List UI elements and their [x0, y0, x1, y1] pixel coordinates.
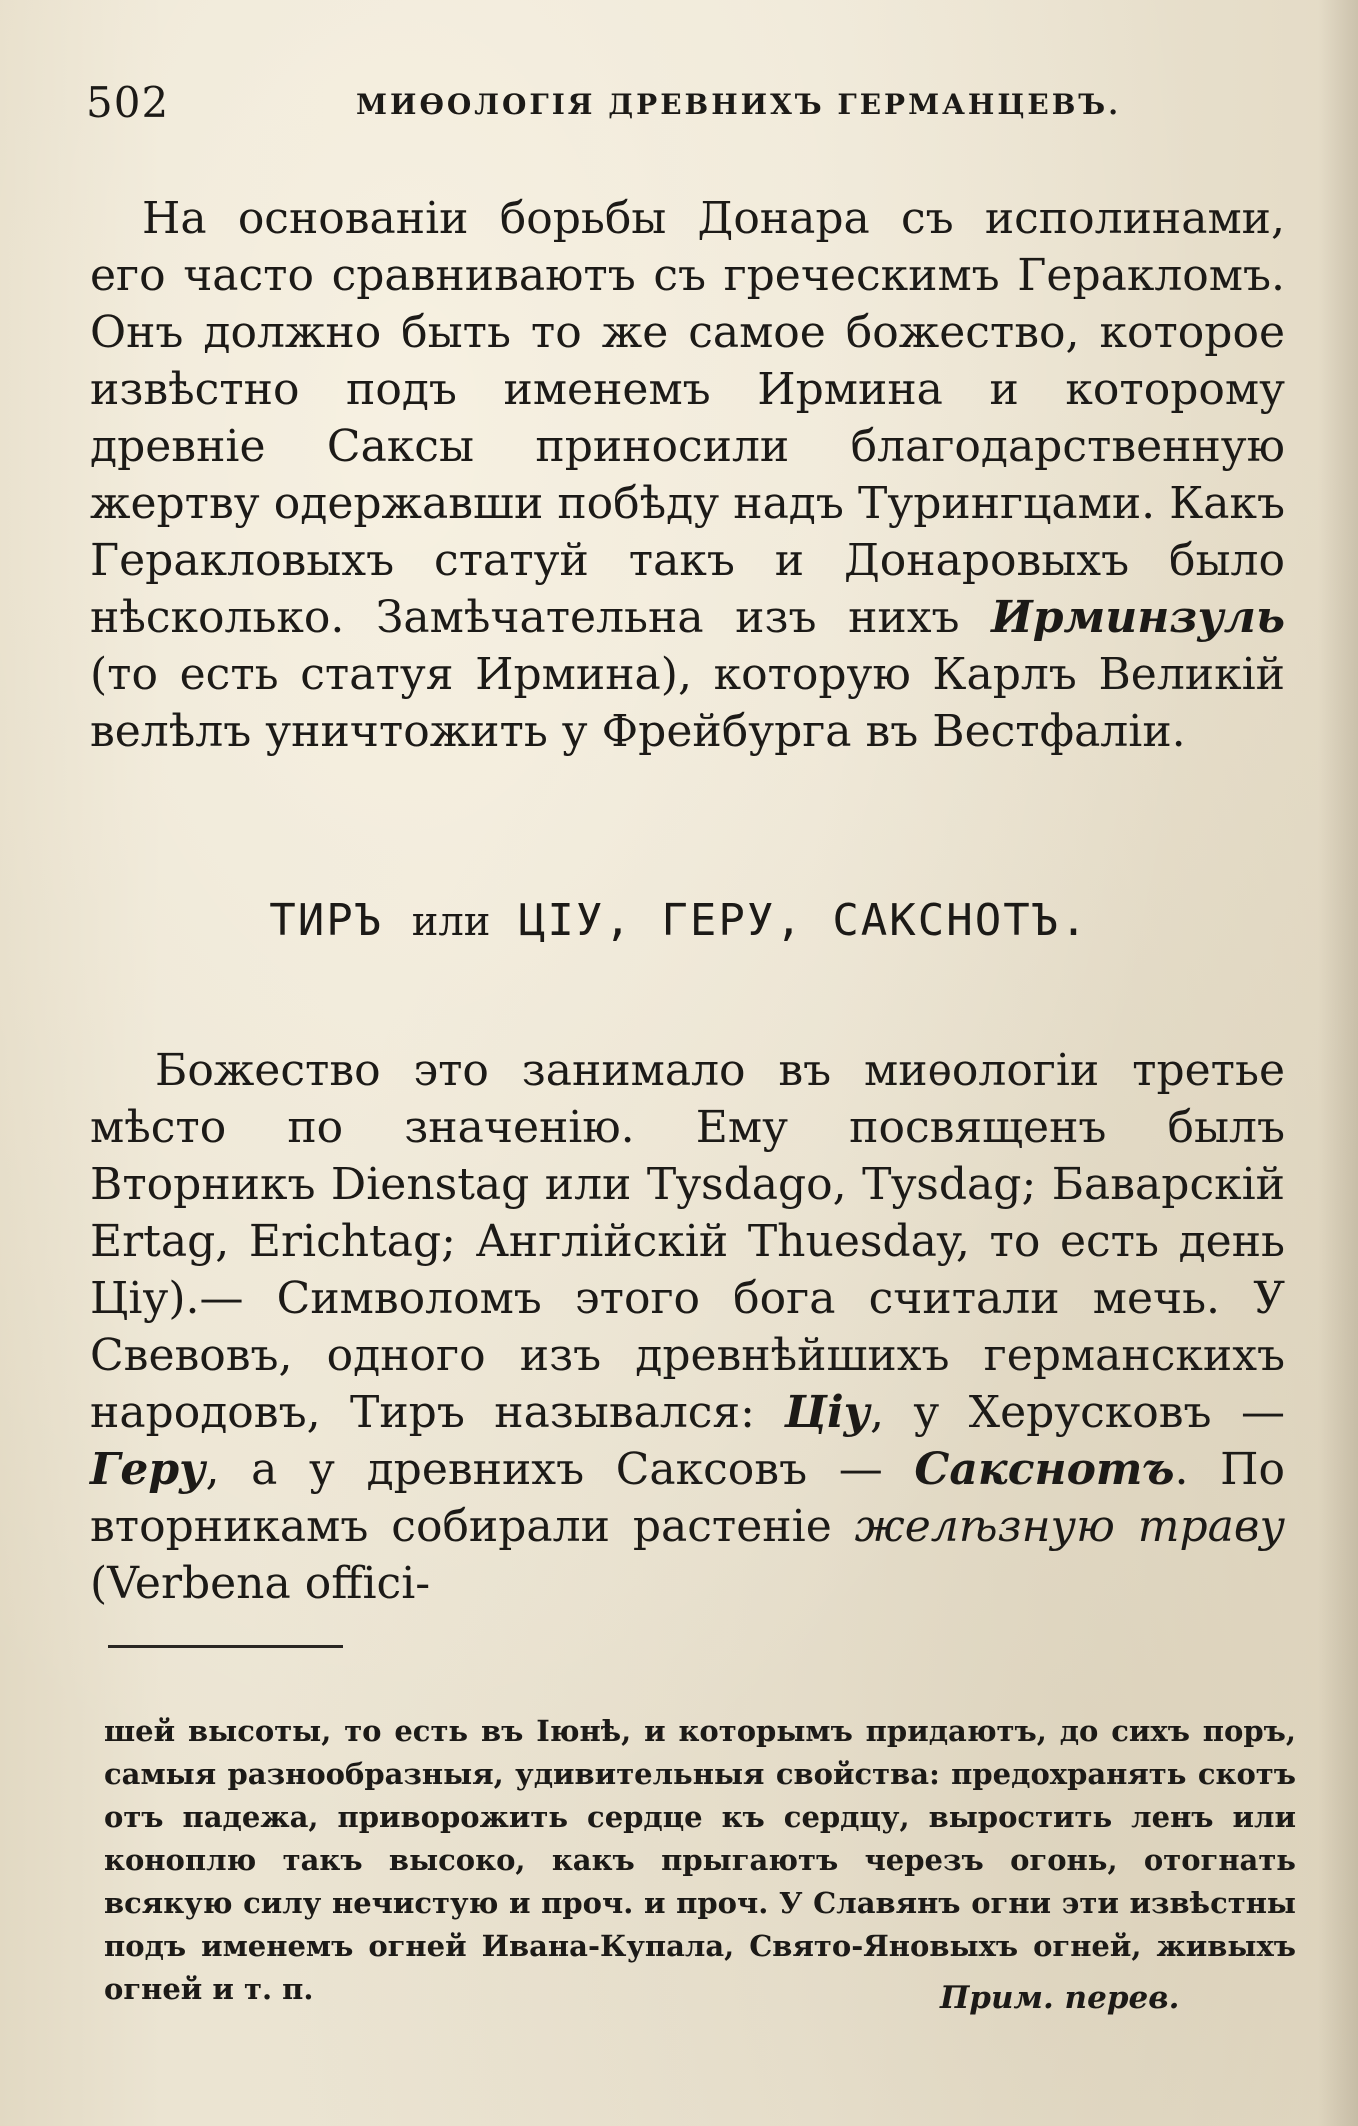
paragraph-text: (то есть статуя Ирмина), которую Карлъ Великій велѣлъ уничтожить у Фрейбурга въ Вестфаліи.	[90, 649, 1285, 757]
emphasized-name: Геру	[90, 1444, 206, 1495]
paragraph-text: (Verbena offici-	[90, 1558, 431, 1609]
page-header	[86, 78, 1286, 138]
section-heading	[0, 895, 1358, 946]
emphasized-term: Ирминзуль	[991, 592, 1285, 643]
heading-part: ЦІУ, ГЕРУ, САКСНОТЪ.	[490, 895, 1089, 946]
emphasized-name: Ціу	[784, 1387, 870, 1438]
heading-or: или	[411, 899, 491, 945]
footnote-signature: Прим. перев.	[940, 1980, 1180, 2016]
page-gutter-shadow	[1318, 0, 1358, 2126]
paragraph-text: . По вторникамъ собирали растеніе	[90, 1444, 1285, 1552]
emphasized-plant: желѣзную траву	[854, 1501, 1285, 1552]
paragraph-text: , у Херусковъ —	[870, 1387, 1285, 1438]
heading-part: ТИРЪ	[269, 895, 412, 946]
paragraph-text: Божество это занимало въ миѳологіи третье мѣсто по значенію. Ему посвященъ былъ Вторникъ Dienstag или Tysdago, Tysdag; Баварскій Ertag, Erichtag; Англійскій Thuesday, то есть день Ціу).— Символомъ этого бога считали мечь. У Свевовъ, одного изъ древнѣйшихъ германскихъ народовъ, Тиръ назывался:	[90, 1045, 1285, 1438]
emphasized-name: Сакснотъ	[914, 1444, 1175, 1495]
paragraph-text: , а у древнихъ Саксовъ —	[205, 1444, 915, 1495]
paragraph-tyr	[90, 1042, 1285, 1612]
paragraph-text: На основаніи борьбы Донара съ исполинами, его часто сравниваютъ съ греческимъ Геракломъ. Онъ должно быть то же самое божество, которое извѣстно подъ именемъ Ирмина и которому древніе Саксы приносили благодарственную жертву одержавши побѣду надъ Турингцами. Какъ Геракловыхъ статуй такъ и Донаровыхъ было нѣсколько. Замѣчательна изъ нихъ	[90, 193, 1285, 643]
footnote-text: шей высоты, то есть въ Іюнѣ, и которымъ придаютъ, до сихъ поръ, самыя разнообразныя, удивительныя свойства: предохранять скотъ отъ падежа, приворожить сердце къ сердцу, выростить ленъ или коноплю такъ высоко, какъ прыгаютъ черезъ огонь, отогнать всякую силу нечистую и проч. и проч. У Славянъ огни эти извѣстны подъ именемъ огней Ивана-Купала, Свято-Яновыхъ огней, живыхъ огней и т. п.	[104, 1714, 1296, 2006]
page-number: 502	[86, 78, 170, 127]
running-head: МИѲОЛОГІЯ ДРЕВНИХЪ ГЕРМАНЦЕВЪ.	[356, 88, 1121, 121]
footnote-divider	[108, 1645, 343, 1648]
paragraph-donar	[90, 190, 1285, 760]
